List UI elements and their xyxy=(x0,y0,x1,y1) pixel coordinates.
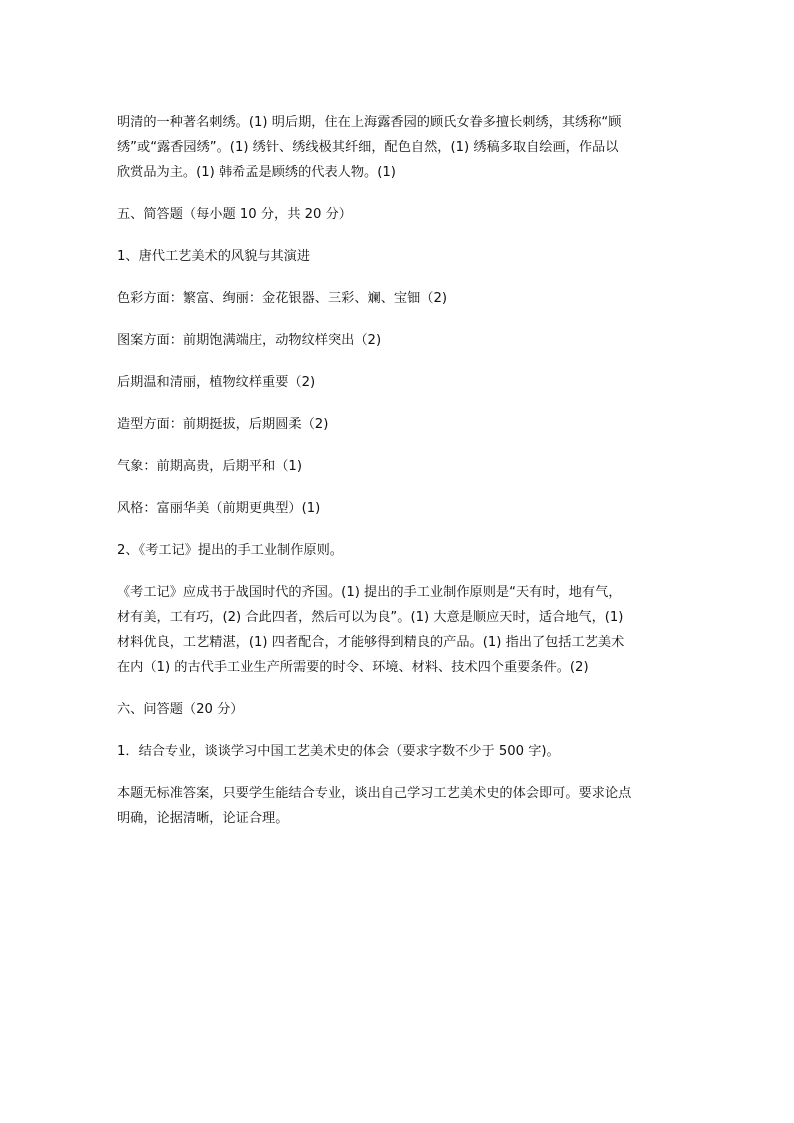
question-title-tang: 1、唐代工艺美术的风貌与其演进 xyxy=(117,249,311,264)
text-line: 本题无标准答案，只要学生能结合专业，谈出自己学习工艺美术史的体会即可。要求论点 xyxy=(117,786,632,801)
answer-line-atmosphere: 气象：前期高贵，后期平和（1) xyxy=(117,459,302,474)
section-heading-short-answer: 五、简答题（每小题 10 分，共 20 分） xyxy=(117,207,352,222)
paragraph-essay-answer xyxy=(117,781,682,831)
text-line: 绣”或“露香园绣”。(1) 绣针、绣线极其纤细，配色自然，(1) 绣稿多取自绘画，作品以 xyxy=(117,140,619,155)
answer-line-color: 色彩方面：繁富、绚丽：金花银器、三彩、斓、宝钿（2) xyxy=(117,291,448,306)
paragraph-kaogongji-answer xyxy=(117,580,682,680)
text-line: 材料优良，工艺精湛，(1) 四者配合，才能够得到精良的产品。(1) 指出了包括工艺美术 xyxy=(117,635,625,650)
text-line: 《考工记》应成书于战国时代的齐国。(1) 提出的手工业制作原则是“天有时，地有气， xyxy=(117,585,622,600)
text-line: 在内（1) 的古代手工业生产所需要的时令、环境、材料、技术四个重要条件。(2) xyxy=(117,660,589,675)
paragraph-gu-embroidery xyxy=(117,110,682,185)
answer-line-late-period: 后期温和清丽，植物纹样重要（2) xyxy=(117,375,316,390)
text-line: 明确，论据清晰，论证合理。 xyxy=(117,811,289,826)
question-title-kaogongji: 2、《考工记》提出的手工业制作原则。 xyxy=(117,543,343,558)
document-body xyxy=(117,110,682,848)
answer-line-pattern: 图案方面：前期饱满端庄，动物纹样突出（2) xyxy=(117,333,382,348)
text-line: 明清的一种著名刺绣。(1) 明后期，住在上海露香园的顾氏女眷多擅长刺绣，其绣称“顾 xyxy=(117,115,622,130)
answer-line-style: 风格：富丽华美（前期更典型）(1) xyxy=(117,501,321,516)
text-line: 材有美，工有巧，(2) 合此四者，然后可以为良”。(1) 大意是顺应天时，适合地气，(1) xyxy=(117,610,624,625)
question-title-essay: 1．结合专业，谈谈学习中国工艺美术史的体会（要求字数不少于 500 字)。 xyxy=(117,744,560,759)
answer-line-shape: 造型方面：前期挺拔，后期圆柔（2) xyxy=(117,417,329,432)
section-heading-essay: 六、问答题（20 分） xyxy=(117,702,244,717)
text-line: 欣赏品为主。(1) 韩希孟是顾绣的代表人物。(1) xyxy=(117,165,396,180)
